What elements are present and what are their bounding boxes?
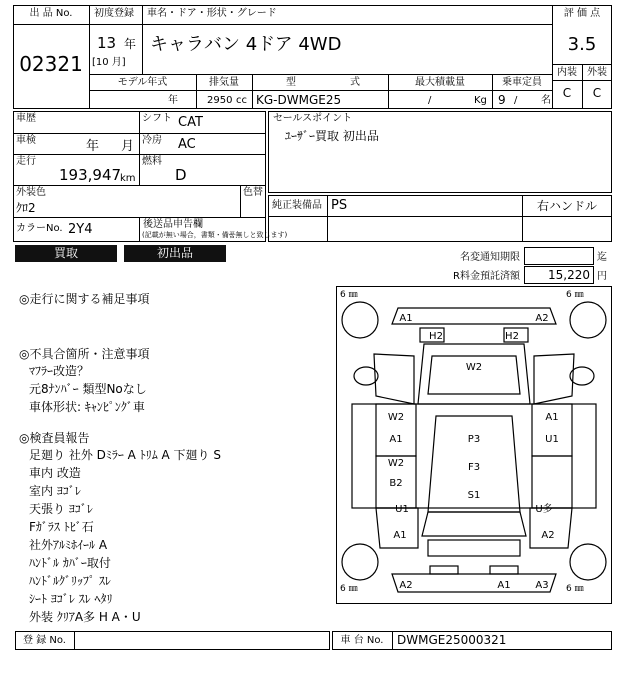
mark-right-u1: U1 [545, 434, 559, 445]
mark-center-p3: P3 [467, 434, 481, 445]
recycle-value: 15,220 [548, 268, 590, 282]
inspector-item: ﾊﾝﾄﾞﾙ ｶﾊﾞｰ取付 [29, 556, 111, 570]
tire-tag-front-left: 6 ㎜ [340, 290, 358, 300]
capacity-slash: / [514, 95, 518, 106]
mileage-unit: km [120, 173, 136, 184]
displacement-unit: cc [236, 95, 247, 106]
tire-rear-right-icon [570, 544, 606, 580]
mark-left-w2-lower: W2 [387, 458, 405, 469]
steering-value: 右ハンドル [536, 199, 597, 213]
equipment-label: 純正装備品 [272, 200, 322, 211]
inspector-item: 社外ｱﾙﾐﾎｲｰﾙ A [29, 538, 108, 552]
mark-h2-left: H2 [429, 331, 443, 342]
color-no-label: カラーNo. [16, 223, 63, 234]
model-label-1: 型 [286, 77, 296, 88]
inspector-item: 天張り ﾖｺﾞﾚ [29, 502, 93, 516]
car-name-label: 車名・ドア・形状・グレード [147, 8, 277, 19]
tire-front-right-icon [570, 302, 606, 338]
displacement-value: 2950 [207, 95, 233, 106]
mark-right-u-many: U多 [535, 504, 553, 515]
sales-point-label: セールスポイント [273, 113, 353, 124]
capacity-unit: 名 [541, 95, 551, 106]
sales-point-value: ﾕｰｻﾞｰ買取 初出品 [285, 129, 379, 143]
notice-label: 名変通知期限 [460, 252, 520, 263]
model-code: KG-DWMGE25 [256, 93, 342, 107]
exterior-color-value: ｸﾛ2 [16, 201, 36, 215]
max-load-unit: Kg [474, 95, 487, 106]
model-label-2: 式 [350, 77, 360, 88]
vehicle-damage-diagram [336, 286, 612, 604]
badge-buy: 買取 [15, 245, 117, 262]
fuel-label: 燃料 [142, 156, 162, 167]
reg-no-label: 登 録 No. [23, 635, 66, 646]
defect-item: ﾏﾌﾗｰ改造？ [29, 364, 90, 378]
mark-left-a1-lower: A1 [393, 530, 407, 541]
defects-title: ◎不具合箇所・注意事項 [19, 347, 150, 361]
exterior-color-label: 外装色 [16, 187, 46, 198]
grade-label: 評 価 点 [563, 8, 601, 19]
color-no-value: 2Y4 [68, 222, 93, 237]
inspector-item: 外装 ｸﾘｱA多 H A・U [29, 610, 141, 624]
inspection-year-unit: 年 [86, 139, 100, 154]
tire-tag-rear-left: 6 ㎜ [340, 584, 358, 594]
inspector-item: Fｶﾞﾗｽ ﾄﾋﾞ石 [29, 520, 94, 534]
model-year-label: モデル年式 [117, 77, 168, 88]
inspection-month-unit: 月 [121, 139, 135, 154]
model-year-unit: 年 [168, 95, 178, 106]
chassis-label: 車 台 No. [340, 635, 384, 646]
mark-right-a1: A1 [545, 412, 559, 423]
capacity-label: 乗車定員 [502, 77, 542, 88]
recycle-unit: 円 [597, 271, 607, 282]
tire-tag-rear-right: 6 ㎜ [566, 584, 584, 594]
defect-item: 車体形状: ｷｬﾝﾋﾟﾝｸﾞ車 [29, 400, 145, 414]
inspector-item: ﾊﾝﾄﾞﾙｸﾞﾘｯﾌﾟ ｽﾚ [29, 574, 111, 588]
exterior-score: C [592, 86, 602, 100]
equipment-value: PS [331, 198, 348, 213]
max-load-label: 最大積載量 [415, 77, 465, 88]
mark-left-b2: B2 [389, 478, 403, 489]
year-unit: 年 [124, 37, 137, 51]
chassis-no: DWMGE25000321 [397, 633, 507, 647]
history-label: 車歴 [16, 113, 36, 124]
inspector-item: 室内 ﾖｺﾞﾚ [29, 484, 81, 498]
first-reg-label: 初度登録 [94, 8, 134, 19]
grade-score: 3.5 [567, 34, 597, 55]
mark-rear-a2: A2 [399, 580, 413, 591]
recycle-label: R料金預託済額 [453, 271, 520, 282]
mark-rear-a1: A1 [497, 580, 511, 591]
docs-label: 後送品申告欄 [143, 219, 203, 230]
displacement-label: 排気量 [209, 77, 239, 88]
inspection-label: 車検 [16, 135, 36, 146]
mark-right-a2: A2 [541, 530, 555, 541]
notice-unit: 迄 [597, 252, 607, 263]
badge-first-listing: 初出品 [124, 245, 226, 262]
notice-box [524, 247, 594, 265]
lot-no-label: 出 品 No. [29, 8, 73, 19]
mark-h2-right: H2 [505, 331, 519, 342]
mark-left-w2: W2 [387, 412, 405, 423]
color-change-label: 色替 [243, 187, 263, 198]
first-reg-month: [10 月] [92, 57, 126, 68]
ac-label: 冷房 [142, 135, 162, 146]
ac-value: AC [178, 137, 196, 152]
mark-left-a1: A1 [389, 434, 403, 445]
max-load-slash: / [428, 95, 432, 106]
tire-rear-left-icon [342, 544, 378, 580]
inspector-title: ◎検査員報告 [19, 431, 90, 445]
mark-left-u1: U1 [395, 504, 409, 515]
docs-note: (記載が無い場合，書類・備품無しと致します) [142, 231, 288, 239]
shift-value: CAT [178, 115, 203, 130]
shift-label: シフト [142, 113, 172, 124]
inspector-item: 車内 改造 [29, 466, 81, 480]
mark-front-a1: A1 [399, 313, 413, 324]
driving-notes-title: ◎走行に関する補足事項 [19, 292, 150, 306]
mark-front-a2: A2 [535, 313, 549, 324]
lot-no: 02321 [19, 52, 83, 76]
car-name: キャラバン 4ドア 4WD [150, 34, 342, 55]
capacity-value: 9 [498, 93, 506, 107]
tire-tag-front-right: 6 ㎜ [566, 290, 584, 300]
mark-center-s1: S1 [467, 490, 481, 501]
interior-score: C [562, 86, 572, 100]
mileage-label: 走行 [16, 156, 36, 167]
first-reg-year: 13 [97, 34, 117, 52]
inspector-item: ｼｰﾄ ﾖｺﾞﾚ ｽﾚ ﾍﾀﾘ [29, 592, 113, 606]
fuel-value: D [175, 166, 187, 184]
tire-front-left-icon [342, 302, 378, 338]
mark-rear-a3: A3 [535, 580, 549, 591]
mark-roof: W2 [465, 362, 483, 373]
mileage-value: 193,947 [59, 166, 122, 184]
inspector-item: 足廻り 社外 Dﾐﾗｰ A ﾄﾘﾑ A 下廻り S [29, 448, 221, 462]
mark-center-f3: F3 [467, 462, 481, 473]
exterior-label: 外装 [587, 67, 607, 78]
interior-label: 内装 [557, 67, 577, 78]
defect-item: 元8ﾅﾝﾊﾞｰ 類型Noなし [29, 382, 147, 396]
